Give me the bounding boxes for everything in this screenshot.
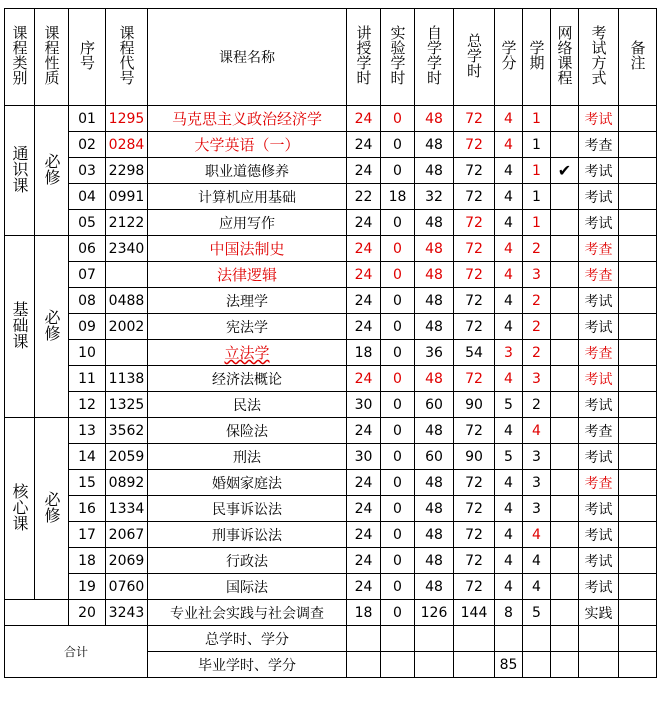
table-row	[5, 496, 657, 522]
cell-term: 3	[523, 470, 551, 496]
nature-label: 必修	[42, 490, 61, 523]
cell-credit: 8	[495, 600, 523, 626]
cell-term: 1	[523, 158, 551, 184]
cell-lab: 0	[381, 522, 415, 548]
cell-notes	[619, 496, 657, 522]
cell-total: 72	[454, 496, 495, 522]
cell-total: 72	[454, 522, 495, 548]
cell-self: 48	[415, 132, 454, 158]
cell-lecture: 24	[347, 132, 381, 158]
cell-seq: 15	[69, 470, 106, 496]
cell-credit: 4	[495, 496, 523, 522]
cell-exam: 考查	[579, 418, 619, 444]
cell-credit: 4	[495, 574, 523, 600]
cell-lecture: 18	[347, 600, 381, 626]
cell-self: 32	[415, 184, 454, 210]
cell-exam: 考查	[579, 236, 619, 262]
cell-total: 54	[454, 340, 495, 366]
cell-exam: 考查	[579, 340, 619, 366]
table-row	[5, 470, 657, 496]
header-row	[5, 9, 657, 106]
cell-lab: 0	[381, 210, 415, 236]
category-label: 通识课	[10, 144, 29, 193]
cell-term: 3	[523, 496, 551, 522]
table-row	[5, 366, 657, 392]
table-row	[5, 132, 657, 158]
table-row	[5, 184, 657, 210]
cell-name: 马克思主义政治经济学	[148, 106, 347, 132]
cell-credit: 4	[495, 132, 523, 158]
cell-self: 48	[415, 522, 454, 548]
cell-exam: 考试	[579, 444, 619, 470]
header-code: 课程代号	[117, 25, 136, 85]
cell-seq: 08	[69, 288, 106, 314]
cell-online	[551, 106, 579, 132]
cell-self: 126	[415, 600, 454, 626]
cell-exam: 考试	[579, 158, 619, 184]
cell-name: 计算机应用基础	[148, 184, 347, 210]
cell-name: 职业道德修养	[148, 158, 347, 184]
table-row	[5, 288, 657, 314]
cell-online	[551, 600, 579, 626]
cell-term: 1	[523, 132, 551, 158]
cell-lecture: 24	[347, 288, 381, 314]
cell-notes	[619, 366, 657, 392]
cell-notes	[619, 392, 657, 418]
cell-total: 72	[454, 210, 495, 236]
cell-notes	[619, 574, 657, 600]
cell-total: 144	[454, 600, 495, 626]
header-lecture: 讲授学时	[354, 25, 373, 85]
cell-lecture: 24	[347, 106, 381, 132]
cell-notes	[619, 522, 657, 548]
cell-term: 1	[523, 184, 551, 210]
cell-total: 72	[454, 236, 495, 262]
cell-credit: 4	[495, 184, 523, 210]
cell-lab: 0	[381, 470, 415, 496]
cell-self: 48	[415, 262, 454, 288]
cell-seq: 20	[69, 600, 106, 626]
cell-credit: 4	[495, 106, 523, 132]
cell-code: 0284	[106, 132, 148, 158]
cell-term: 2	[523, 314, 551, 340]
header-online: 网络课程	[555, 25, 574, 85]
cell-exam: 实践	[579, 600, 619, 626]
cell-lecture: 24	[347, 210, 381, 236]
cell-seq: 13	[69, 418, 106, 444]
course-rows	[5, 106, 657, 626]
cell-notes	[619, 548, 657, 574]
cell-term: 5	[523, 600, 551, 626]
header-self: 自学学时	[425, 25, 443, 85]
cell-online	[551, 522, 579, 548]
cell-online: ✔	[551, 158, 579, 184]
cell-total: 72	[454, 574, 495, 600]
cell-lecture: 24	[347, 470, 381, 496]
cell-lecture: 24	[347, 418, 381, 444]
header-term: 学期	[527, 40, 546, 70]
cell-code: 0991	[106, 184, 148, 210]
cell-seq: 17	[69, 522, 106, 548]
cell-notes	[619, 340, 657, 366]
cell-online	[551, 340, 579, 366]
cell-total: 72	[454, 106, 495, 132]
table-row	[5, 236, 657, 262]
cell-term: 3	[523, 262, 551, 288]
cell-notes	[619, 184, 657, 210]
cell-exam: 考试	[579, 210, 619, 236]
cell-credit: 4	[495, 470, 523, 496]
cell-name: 行政法	[148, 548, 347, 574]
cell-online	[551, 288, 579, 314]
cell-notes	[619, 314, 657, 340]
cell-notes	[619, 158, 657, 184]
cell-lab: 0	[381, 392, 415, 418]
cell-lecture: 24	[347, 496, 381, 522]
curriculum-table	[4, 8, 657, 678]
cell-lab: 0	[381, 340, 415, 366]
cell-online	[551, 184, 579, 210]
cell-term: 1	[523, 210, 551, 236]
cell-self: 48	[415, 314, 454, 340]
cell-exam: 考试	[579, 366, 619, 392]
cell-seq: 10	[69, 340, 106, 366]
cell-seq: 03	[69, 158, 106, 184]
header-credit: 学分	[499, 40, 518, 70]
cell-lecture: 24	[347, 366, 381, 392]
cell-lecture: 30	[347, 392, 381, 418]
cell-exam: 考试	[579, 184, 619, 210]
cell-online	[551, 548, 579, 574]
table-row	[5, 262, 657, 288]
cell-code: 3562	[106, 418, 148, 444]
cell-self: 48	[415, 366, 454, 392]
cell-exam: 考查	[579, 470, 619, 496]
cell-credit: 4	[495, 366, 523, 392]
cell-total: 72	[454, 314, 495, 340]
cell-self: 48	[415, 288, 454, 314]
cell-seq: 04	[69, 184, 106, 210]
table-row	[5, 210, 657, 236]
cell-lecture: 24	[347, 262, 381, 288]
cell-credit: 4	[495, 158, 523, 184]
cell-lecture: 24	[347, 236, 381, 262]
cell-lab: 0	[381, 366, 415, 392]
cell-online	[551, 262, 579, 288]
cell-lecture: 24	[347, 548, 381, 574]
cell-lecture: 24	[347, 158, 381, 184]
cell-lecture: 18	[347, 340, 381, 366]
cell-lecture: 24	[347, 574, 381, 600]
header-exam: 考试方式	[589, 25, 608, 85]
header-category: 课程类别	[10, 25, 29, 85]
cell-seq: 11	[69, 366, 106, 392]
cell-name: 法律逻辑	[148, 262, 347, 288]
cell-notes	[619, 600, 657, 626]
cell-lab: 0	[381, 314, 415, 340]
cell-exam: 考查	[579, 262, 619, 288]
cell-lab: 0	[381, 288, 415, 314]
cell-name: 立法学	[148, 340, 347, 366]
cell-total: 72	[454, 288, 495, 314]
cell-code: 2122	[106, 210, 148, 236]
cell-seq: 06	[69, 236, 106, 262]
cell-lab: 0	[381, 236, 415, 262]
cell-notes	[619, 444, 657, 470]
header-seq: 序号	[78, 40, 96, 70]
cell-total: 72	[454, 418, 495, 444]
summary-label: 合计	[5, 626, 148, 678]
cell-term: 4	[523, 574, 551, 600]
cell-self: 48	[415, 418, 454, 444]
cell-lecture: 30	[347, 444, 381, 470]
cell-code	[106, 340, 148, 366]
cell-total: 72	[454, 470, 495, 496]
cell-term: 4	[523, 522, 551, 548]
table-row	[5, 418, 657, 444]
category-label: 基础课	[10, 300, 29, 349]
cell-code	[106, 262, 148, 288]
cell-lab: 0	[381, 418, 415, 444]
cell-self: 60	[415, 392, 454, 418]
cell-name: 宪法学	[148, 314, 347, 340]
cell-name: 民法	[148, 392, 347, 418]
header-lab: 实验学时	[388, 25, 407, 85]
cell-name: 应用写作	[148, 210, 347, 236]
cell-lecture: 22	[347, 184, 381, 210]
cell-online	[551, 496, 579, 522]
cell-notes	[619, 236, 657, 262]
cell-code: 0488	[106, 288, 148, 314]
cell-name: 民事诉讼法	[148, 496, 347, 522]
cell-total: 90	[454, 392, 495, 418]
table-row	[5, 574, 657, 600]
cell-term: 3	[523, 444, 551, 470]
cell-total: 72	[454, 548, 495, 574]
cell-seq: 18	[69, 548, 106, 574]
cell-online	[551, 470, 579, 496]
cell-online	[551, 574, 579, 600]
cell-seq: 12	[69, 392, 106, 418]
cell-self: 48	[415, 106, 454, 132]
cell-total: 72	[454, 184, 495, 210]
cell-online	[551, 418, 579, 444]
cell-name: 专业社会实践与社会调查	[148, 600, 347, 626]
cell-code: 0760	[106, 574, 148, 600]
cell-lab: 0	[381, 106, 415, 132]
cell-exam: 考试	[579, 106, 619, 132]
cell-term: 3	[523, 366, 551, 392]
cell-self: 48	[415, 210, 454, 236]
cell-exam: 考试	[579, 288, 619, 314]
cell-name: 大学英语（一）	[148, 132, 347, 158]
cell-credit: 4	[495, 522, 523, 548]
cell-term: 2	[523, 392, 551, 418]
cell-exam: 考试	[579, 496, 619, 522]
category-label: 核心课	[10, 482, 29, 531]
cell-self: 48	[415, 574, 454, 600]
cell-exam: 考试	[579, 314, 619, 340]
cell-online	[551, 314, 579, 340]
cell-notes	[619, 210, 657, 236]
cell-term: 2	[523, 236, 551, 262]
table-row	[5, 158, 657, 184]
cell-code: 2067	[106, 522, 148, 548]
cell-self: 48	[415, 470, 454, 496]
cell-total: 90	[454, 444, 495, 470]
cell-lecture: 24	[347, 314, 381, 340]
summary-total-label: 总学时、学分	[148, 626, 347, 652]
cell-credit: 4	[495, 210, 523, 236]
cell-credit: 4	[495, 236, 523, 262]
cell-code: 1325	[106, 392, 148, 418]
cell-notes	[619, 470, 657, 496]
summary-row-total	[5, 626, 657, 652]
cell-notes	[619, 262, 657, 288]
cell-exam: 考查	[579, 132, 619, 158]
cell-seq: 01	[69, 106, 106, 132]
table-row	[5, 314, 657, 340]
cell-exam: 考试	[579, 522, 619, 548]
cell-exam: 考试	[579, 574, 619, 600]
cell-name: 刑法	[148, 444, 347, 470]
cell-seq: 19	[69, 574, 106, 600]
cell-name: 保险法	[148, 418, 347, 444]
cell-lab: 18	[381, 184, 415, 210]
cell-online	[551, 392, 579, 418]
cell-credit: 4	[495, 418, 523, 444]
cell-total: 72	[454, 262, 495, 288]
cell-term: 4	[523, 418, 551, 444]
cell-credit: 4	[495, 262, 523, 288]
cell-exam: 考试	[579, 548, 619, 574]
cell-seq: 07	[69, 262, 106, 288]
cell-notes	[619, 132, 657, 158]
header-nature: 课程性质	[42, 25, 61, 85]
cell-name: 经济法概论	[148, 366, 347, 392]
cell-online	[551, 444, 579, 470]
cell-notes	[619, 418, 657, 444]
cell-online	[551, 210, 579, 236]
cell-lab: 0	[381, 158, 415, 184]
cell-lab: 0	[381, 496, 415, 522]
cell-self: 48	[415, 158, 454, 184]
cell-lab: 0	[381, 600, 415, 626]
cell-online	[551, 132, 579, 158]
cell-seq: 14	[69, 444, 106, 470]
cell-credit: 4	[495, 288, 523, 314]
summary-graduation-label: 毕业学时、学分	[148, 652, 347, 678]
cell-code: 2069	[106, 548, 148, 574]
cell-seq: 09	[69, 314, 106, 340]
cell-lab: 0	[381, 574, 415, 600]
table-row	[5, 106, 657, 132]
header-name: 课程名称	[148, 9, 347, 106]
header-notes: 备注	[628, 40, 647, 70]
cell-code: 2002	[106, 314, 148, 340]
cell-name: 刑事诉讼法	[148, 522, 347, 548]
cell-online	[551, 236, 579, 262]
cell-seq: 02	[69, 132, 106, 158]
cell-code: 2059	[106, 444, 148, 470]
cell-lab: 0	[381, 548, 415, 574]
cell-code: 1295	[106, 106, 148, 132]
cell-code: 1334	[106, 496, 148, 522]
cell-credit: 4	[495, 314, 523, 340]
table-row	[5, 548, 657, 574]
cell-term: 1	[523, 106, 551, 132]
cell-lab: 0	[381, 132, 415, 158]
cell-code: 2298	[106, 158, 148, 184]
cell-name: 国际法	[148, 574, 347, 600]
graduation-credit: 85	[495, 652, 523, 678]
cell-notes	[619, 106, 657, 132]
cell-credit: 5	[495, 392, 523, 418]
cell-online	[551, 366, 579, 392]
table-row	[5, 444, 657, 470]
cell-self: 48	[415, 236, 454, 262]
cell-seq: 16	[69, 496, 106, 522]
cell-code: 1138	[106, 366, 148, 392]
cell-self: 36	[415, 340, 454, 366]
cell-total: 72	[454, 132, 495, 158]
cell-self: 48	[415, 496, 454, 522]
cell-term: 2	[523, 340, 551, 366]
cell-name: 法理学	[148, 288, 347, 314]
cell-term: 4	[523, 548, 551, 574]
cell-seq: 05	[69, 210, 106, 236]
cell-lab: 0	[381, 444, 415, 470]
cell-code: 0892	[106, 470, 148, 496]
table-row	[5, 600, 657, 626]
cell-self: 48	[415, 548, 454, 574]
cell-code: 2340	[106, 236, 148, 262]
cell-name: 婚姻家庭法	[148, 470, 347, 496]
cell-credit: 3	[495, 340, 523, 366]
cell-exam: 考试	[579, 392, 619, 418]
header-total: 总学时	[465, 32, 483, 78]
nature-label: 必修	[42, 152, 61, 185]
cell-name: 中国法制史	[148, 236, 347, 262]
table-row	[5, 392, 657, 418]
cell-credit: 4	[495, 548, 523, 574]
cell-lecture: 24	[347, 522, 381, 548]
table-row	[5, 340, 657, 366]
cell-total: 72	[454, 158, 495, 184]
cell-self: 60	[415, 444, 454, 470]
cell-lab: 0	[381, 262, 415, 288]
table-row	[5, 522, 657, 548]
cell-total: 72	[454, 366, 495, 392]
nature-label: 必修	[42, 308, 61, 341]
cell-term: 2	[523, 288, 551, 314]
cell-credit: 5	[495, 444, 523, 470]
cell-code: 3243	[106, 600, 148, 626]
cell-notes	[619, 288, 657, 314]
